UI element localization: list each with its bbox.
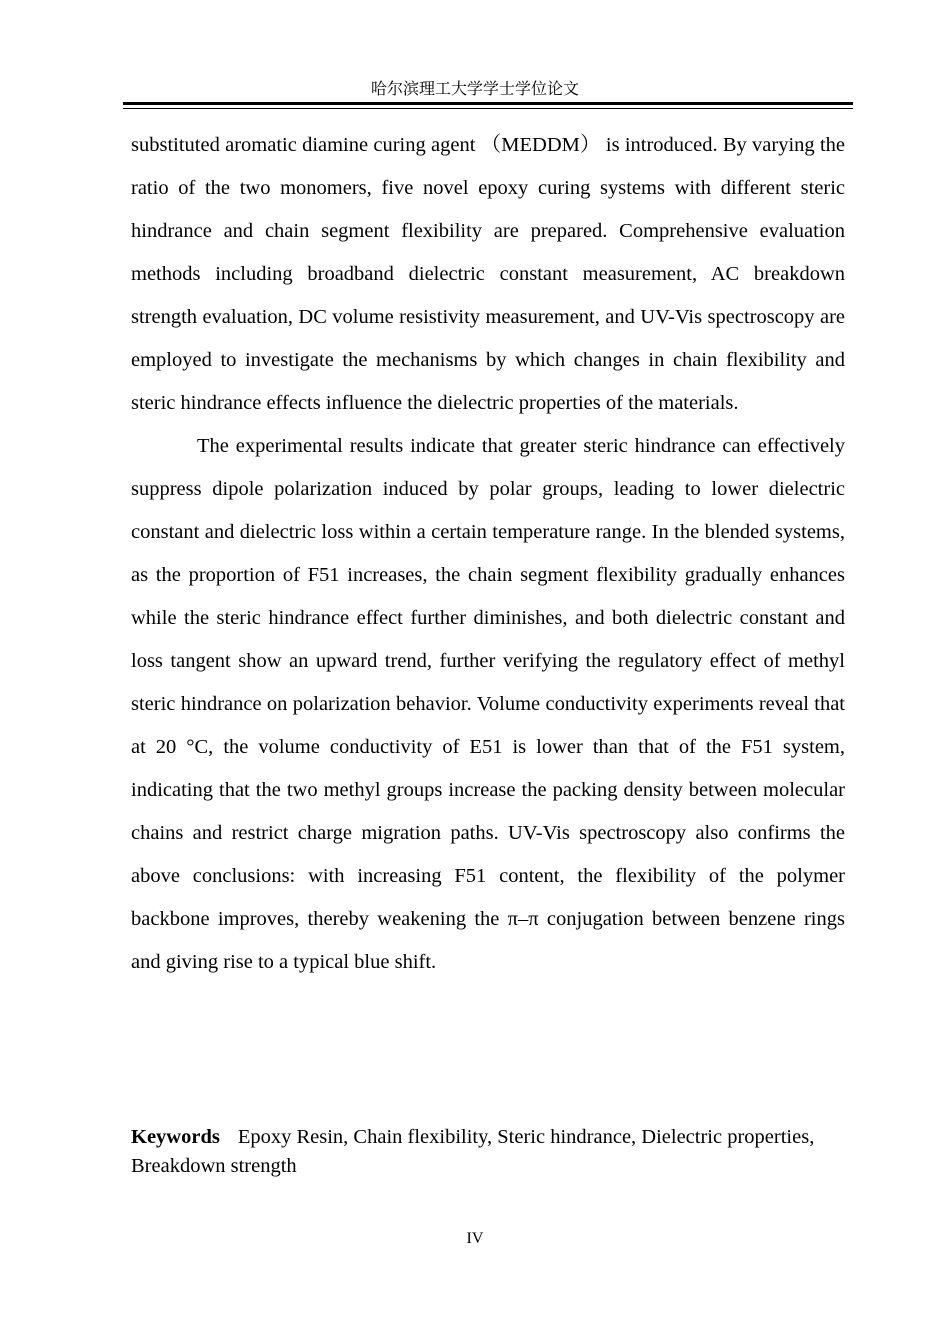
keywords-section bbox=[131, 1123, 845, 1181]
keywords-label: Keywords bbox=[131, 1126, 220, 1148]
header-rule-thick bbox=[123, 102, 853, 105]
keywords-text: Epoxy Resin, Chain flexibility, Steric hindrance, Dielectric properties, Breakdown strength bbox=[131, 1126, 815, 1177]
page-number: IV bbox=[466, 1230, 484, 1247]
abstract-paragraph-2: The experimental results indicate that greater steric hindrance can effectively suppress dipole polarization induced by polar groups, leading to lower dielectric constant and dielectric loss within a certain temperature range. In the blended systems, as the proportion of F51 increases, the chain segment flexibility gradually enhances while the steric hindrance effect further diminishes, and both dielectric constant and loss tangent show an upward trend, further verifying the regulatory effect of methyl steric hindrance on polarization behavior. Volume conductivity experiments reveal that at 20 °C, the volume conductivity of E51 is lower than that of the F51 system, indicating that the two methyl groups increase the packing density between molecular chains and restrict charge migration paths. UV-Vis spectroscopy also confirms the above conclusions: with increasing F51 content, the flexibility of the polymer backbone improves, thereby weakening the π–π conjugation between benzene rings and giving rise to a typical blue shift. bbox=[131, 435, 845, 973]
running-header: 哈尔滨理工大学学士学位论文 bbox=[370, 81, 579, 98]
abstract-paragraph-1: substituted aromatic diamine curing agent （MEDDM） is introduced. By varying the ratio of the two monomers, five novel epoxy curing systems with different steric hindrance and chain segment flexibility are prepared. Comprehensive evaluation methods including broadband dielectric constant measurement, AC breakdown strength evaluation, DC volume resistivity measurement, and UV-Vis spectroscopy are employed to investigate the mechanisms by which changes in chain flexibility and steric hindrance effects influence the dielectric properties of the materials. bbox=[131, 134, 845, 414]
abstract-body bbox=[131, 124, 845, 984]
header-rule-thin bbox=[123, 108, 853, 109]
